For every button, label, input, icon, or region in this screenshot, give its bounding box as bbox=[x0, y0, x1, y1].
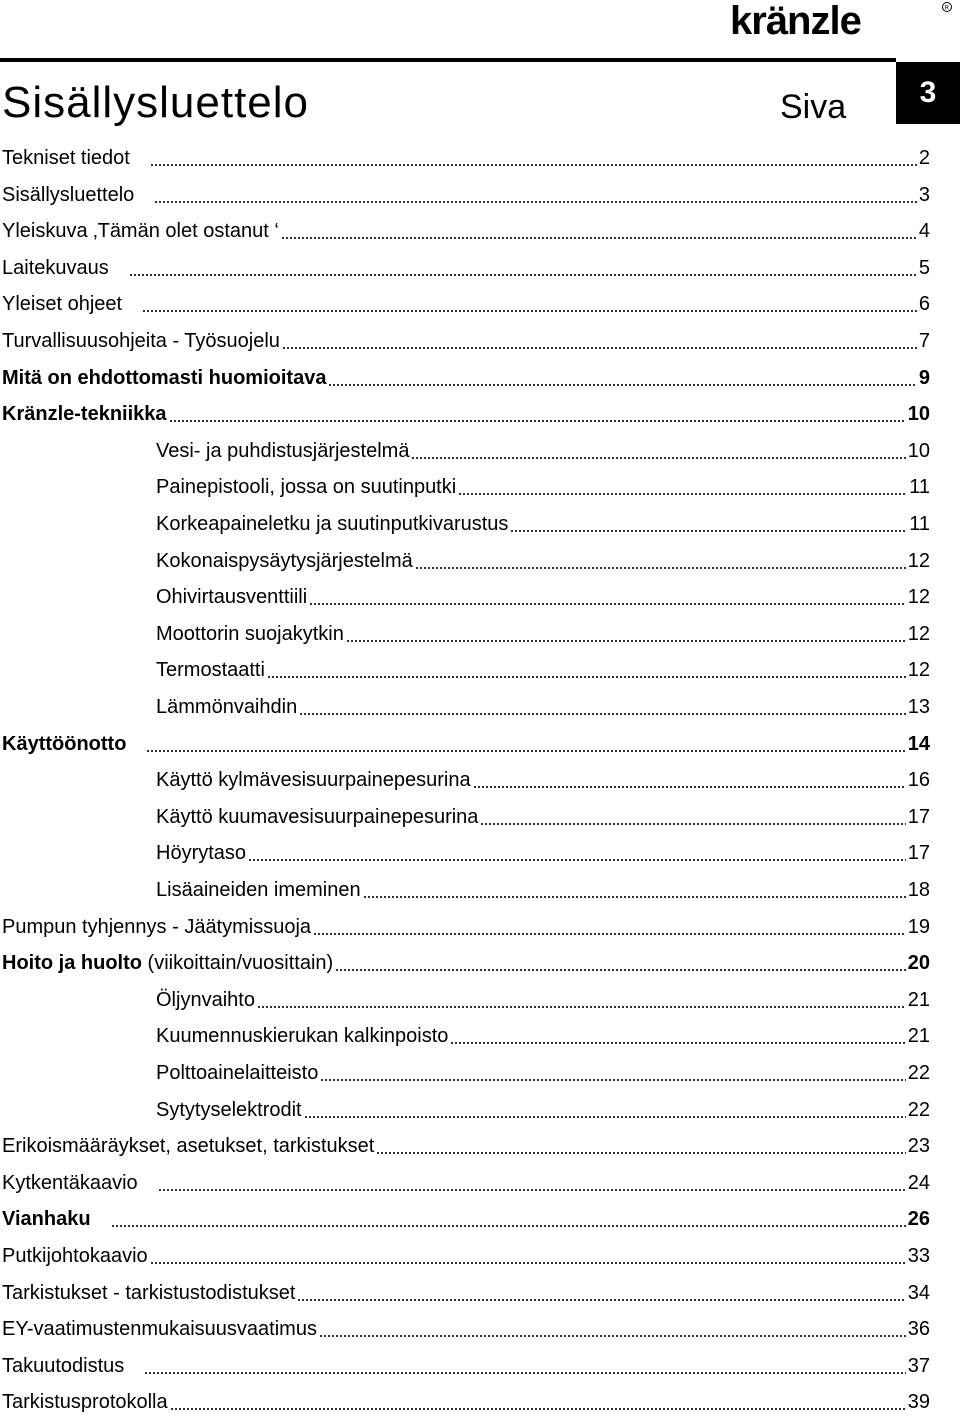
toc-entry[interactable] bbox=[2, 1128, 930, 1164]
toc-entry-label bbox=[2, 368, 326, 388]
toc-entry-label bbox=[156, 1100, 302, 1120]
kranzle-logo-graphic bbox=[728, 0, 954, 42]
toc-entry-title: Sisällysluettelo bbox=[2, 183, 135, 206]
toc-entry-page: 2 bbox=[918, 147, 930, 169]
toc-entry-page: 12 bbox=[907, 586, 930, 609]
toc-entry-label bbox=[2, 148, 130, 168]
toc-leader-dots bbox=[363, 896, 906, 898]
toc-entry-title: Kuumennuskierukan kalkinpoisto bbox=[156, 1025, 449, 1048]
toc-entry-page: 21 bbox=[907, 1025, 930, 1048]
toc-entry-page: 22 bbox=[907, 1098, 930, 1121]
toc-entry-page: 6 bbox=[918, 293, 930, 316]
toc-leader-dots bbox=[154, 201, 917, 203]
toc-leader-dots bbox=[282, 347, 917, 349]
toc-entry-title: Mitä on ehdottomasti huomioitava bbox=[2, 366, 327, 389]
toc-entry[interactable] bbox=[156, 469, 930, 505]
toc-entry[interactable] bbox=[2, 726, 930, 762]
toc-leader-dots bbox=[415, 567, 906, 569]
toc-entry[interactable] bbox=[2, 140, 930, 176]
toc-entry[interactable] bbox=[156, 616, 930, 652]
toc-entry-page: 17 bbox=[907, 805, 930, 828]
toc-entry-title: Takuutodistus bbox=[2, 1354, 125, 1377]
toc-entry-label bbox=[2, 1392, 168, 1412]
toc-entry-title: Painepistooli, jossa on suutinputki bbox=[156, 476, 457, 499]
toc-leader-dots bbox=[144, 1372, 905, 1374]
toc-entry[interactable] bbox=[2, 1384, 930, 1420]
toc-leader-dots bbox=[335, 969, 906, 971]
toc-entry-label bbox=[2, 1283, 295, 1303]
kranzle-logo bbox=[728, 0, 954, 42]
toc-leader-dots bbox=[313, 933, 906, 935]
toc-entry-page: 17 bbox=[907, 842, 930, 865]
toc-entry[interactable] bbox=[2, 1348, 930, 1384]
toc-entry-title: Tarkistukset - tarkistustodistukset bbox=[2, 1281, 296, 1304]
toc-leader-dots bbox=[297, 1299, 905, 1301]
toc-entry-page: 5 bbox=[918, 256, 930, 279]
toc-entry-page: 33 bbox=[907, 1245, 930, 1267]
toc-leader-dots bbox=[257, 1006, 906, 1008]
toc-entry-label bbox=[156, 990, 255, 1010]
toc-entry-title: Yleiset ohjeet bbox=[2, 293, 123, 316]
toc-entry-page: 22 bbox=[907, 1062, 930, 1084]
toc-entry[interactable] bbox=[156, 579, 930, 615]
toc-entry-page: 39 bbox=[907, 1391, 930, 1414]
toc-entry[interactable] bbox=[2, 1165, 930, 1201]
toc-entry-label bbox=[2, 185, 134, 205]
toc-entry-label bbox=[156, 1026, 448, 1046]
toc-entry-page: 10 bbox=[907, 439, 930, 462]
toc-leader-dots bbox=[281, 237, 917, 239]
toc-entry-label bbox=[2, 404, 167, 424]
toc-entry-page: 3 bbox=[918, 183, 930, 206]
toc-entry[interactable] bbox=[2, 396, 930, 432]
page-number-tab bbox=[896, 62, 960, 124]
toc-entry-page: 20 bbox=[907, 952, 930, 975]
toc-entry-title: Ohivirtausventtiili bbox=[156, 586, 308, 609]
header-rule bbox=[0, 58, 896, 62]
toc-entry-label bbox=[156, 514, 508, 534]
toc-entry-page: 18 bbox=[907, 879, 930, 901]
toc-entry-page: 7 bbox=[918, 330, 930, 352]
toc-entry-label bbox=[2, 331, 280, 351]
toc-entry-title: Tekniset tiedot bbox=[2, 147, 130, 169]
toc-entry[interactable] bbox=[2, 1275, 930, 1311]
toc-entry-label bbox=[2, 1246, 148, 1266]
toc-entry-title: Polttoainelaitteisto bbox=[156, 1062, 319, 1084]
toc-entry-label bbox=[2, 1209, 91, 1229]
toc-leader-dots bbox=[458, 493, 907, 495]
toc-entry-page: 10 bbox=[907, 403, 930, 426]
brand-wordmark: kränzle bbox=[730, 0, 861, 42]
toc-leader-dots bbox=[150, 164, 917, 166]
toc-entry-label bbox=[156, 660, 265, 680]
toc-entry-label bbox=[2, 221, 279, 241]
toc-entry-label bbox=[156, 697, 297, 717]
toc-entry-page: 12 bbox=[907, 659, 930, 682]
toc-leader-dots bbox=[319, 1335, 906, 1337]
toc-entry-label bbox=[156, 441, 409, 461]
toc-entry[interactable] bbox=[156, 689, 930, 725]
toc-entry-page: 34 bbox=[907, 1281, 930, 1304]
toc-entry[interactable] bbox=[156, 1092, 930, 1128]
toc-entry-label bbox=[156, 587, 307, 607]
toc-leader-dots bbox=[411, 457, 905, 459]
toc-entry-subtitle: (viikoittain/vuosittain) bbox=[141, 952, 334, 975]
toc-entry-label bbox=[156, 770, 471, 790]
toc-leader-dots bbox=[376, 1152, 905, 1154]
toc-entry-page: 14 bbox=[907, 732, 930, 755]
toc-entry-label bbox=[2, 1356, 124, 1376]
toc-entry[interactable] bbox=[156, 652, 930, 688]
toc-entry-title: Lämmönvaihdin bbox=[156, 696, 298, 718]
toc-entry-label bbox=[2, 1319, 317, 1339]
registered-mark-glyph: R bbox=[944, 5, 949, 12]
toc-entry-title: Höyrytaso bbox=[156, 842, 247, 865]
toc-entry-page: 13 bbox=[907, 696, 930, 718]
toc-entry-label bbox=[156, 477, 456, 497]
toc-leader-dots bbox=[510, 530, 907, 532]
toc-leader-dots bbox=[304, 1116, 906, 1118]
toc-entry[interactable] bbox=[2, 945, 930, 981]
toc-entry-label bbox=[2, 917, 311, 937]
toc-entry-title: Kokonaispysäytysjärjestelmä bbox=[156, 549, 413, 572]
toc-entry[interactable] bbox=[2, 213, 930, 249]
toc-entry-title: Turvallisuusohjeita - Työsuojelu bbox=[2, 330, 280, 352]
toc-entry-page: 11 bbox=[909, 513, 930, 535]
toc-entry-title: Laitekuvaus bbox=[2, 256, 109, 279]
page-number: 3 bbox=[919, 76, 937, 109]
page-column-label: Siva bbox=[780, 88, 847, 126]
toc-entry-title: Hoito ja huolto bbox=[2, 952, 142, 975]
page-title: Sisällysluettelo bbox=[2, 78, 310, 127]
toc-entry[interactable] bbox=[156, 433, 930, 469]
toc-leader-dots bbox=[299, 713, 906, 715]
toc-entry-label bbox=[156, 624, 344, 644]
toc-entry-page: 19 bbox=[907, 915, 930, 938]
toc-entry-title: Käyttö kylmävesisuurpainepesurina bbox=[156, 769, 471, 792]
toc-entry[interactable] bbox=[2, 909, 930, 945]
toc-entry[interactable] bbox=[2, 1311, 930, 1347]
toc-leader-dots bbox=[320, 1079, 905, 1081]
toc-entry-title: Termostaatti bbox=[156, 659, 265, 682]
toc-entry-label bbox=[2, 734, 126, 754]
toc-entry-page: 9 bbox=[918, 366, 930, 389]
toc-leader-dots bbox=[158, 1189, 906, 1191]
toc-entry-title: Vesi- ja puhdistusjärjestelmä bbox=[156, 439, 410, 462]
toc-entry-page: 26 bbox=[907, 1208, 930, 1231]
toc-leader-dots bbox=[129, 274, 917, 276]
toc-entry-page: 11 bbox=[909, 476, 930, 499]
toc-entry-title: Vianhaku bbox=[2, 1208, 91, 1231]
toc-entry[interactable] bbox=[156, 799, 930, 835]
toc-entry-page: 24 bbox=[907, 1171, 930, 1194]
toc-leader-dots bbox=[480, 823, 905, 825]
toc-entry[interactable] bbox=[156, 1055, 930, 1091]
toc-entry[interactable] bbox=[2, 360, 930, 396]
toc-leader-dots bbox=[248, 859, 906, 861]
toc-entry-page: 16 bbox=[907, 769, 930, 792]
toc-entry[interactable] bbox=[156, 506, 930, 542]
toc-entry-label bbox=[2, 1136, 374, 1156]
toc-leader-dots bbox=[346, 640, 906, 642]
toc-entry-label bbox=[156, 551, 413, 571]
toc-entry-page: 36 bbox=[907, 1318, 930, 1341]
toc-entry-title: Tarkistusprotokolla bbox=[2, 1391, 168, 1414]
toc-entry-label bbox=[2, 1173, 138, 1193]
toc-leader-dots bbox=[150, 1262, 906, 1264]
toc-entry-title: Yleiskuva ‚Tämän olet ostanut ‘ bbox=[2, 220, 279, 243]
toc-entry-title: Käyttöönotto bbox=[2, 732, 127, 755]
toc-leader-dots bbox=[142, 310, 917, 312]
toc-leader-dots bbox=[473, 786, 906, 788]
toc-entry[interactable] bbox=[2, 177, 930, 213]
toc-entry-page: 23 bbox=[907, 1135, 930, 1158]
toc-entry-title: Sytytyselektrodit bbox=[156, 1098, 302, 1121]
toc-leader-dots bbox=[146, 750, 905, 752]
toc-leader-dots bbox=[170, 1408, 906, 1410]
toc-entry-title: Kytkentäkaavio bbox=[2, 1171, 138, 1194]
toc-entry[interactable] bbox=[156, 1018, 930, 1054]
toc-entry[interactable] bbox=[156, 872, 930, 908]
toc-entry-title: Käyttö kuumavesisuurpainepesurina bbox=[156, 805, 479, 828]
toc-entry-title: Erikoismääräykset, asetukset, tarkistukset bbox=[2, 1135, 375, 1158]
toc-leader-dots bbox=[267, 676, 906, 678]
toc-entry-page: 37 bbox=[907, 1354, 930, 1377]
toc-entry-label bbox=[2, 953, 333, 973]
toc-entry-label bbox=[156, 843, 246, 863]
toc-entry-page: 12 bbox=[907, 622, 930, 645]
toc-leader-dots bbox=[111, 1225, 906, 1227]
toc-entry-page: 4 bbox=[918, 220, 930, 243]
toc-entry-title: Moottorin suojakytkin bbox=[156, 622, 344, 645]
toc-entry-title: Kränzle-tekniikka bbox=[2, 403, 167, 426]
toc-entry-label bbox=[156, 807, 478, 827]
toc-entry-title: Öljynvaihto bbox=[156, 988, 255, 1011]
toc-leader-dots bbox=[450, 1042, 905, 1044]
toc-entry-label bbox=[156, 880, 361, 900]
toc-entry[interactable] bbox=[156, 543, 930, 579]
toc-entry-title: Lisäaineiden imeminen bbox=[156, 879, 361, 901]
toc-entry-title: Korkeapaineletku ja suutinputkivarustus bbox=[156, 513, 509, 535]
toc-entry-label bbox=[156, 1063, 318, 1083]
toc-entry[interactable] bbox=[2, 1238, 930, 1274]
toc-entry[interactable] bbox=[2, 286, 930, 322]
toc-entry[interactable] bbox=[2, 1201, 930, 1237]
toc-entry[interactable] bbox=[2, 323, 930, 359]
toc-leader-dots bbox=[309, 603, 906, 605]
toc-entry-title: Putkijohtokaavio bbox=[2, 1245, 148, 1267]
toc-entry-title: EY-vaatimustenmukaisuusvaatimus bbox=[2, 1318, 317, 1341]
toc-entry-page: 12 bbox=[907, 549, 930, 572]
toc-leader-dots bbox=[328, 384, 916, 386]
toc-entry[interactable] bbox=[156, 982, 930, 1018]
toc-entry[interactable] bbox=[156, 762, 930, 798]
toc-entry-page: 21 bbox=[907, 988, 930, 1011]
toc-entry-label bbox=[2, 258, 109, 278]
toc-entry[interactable] bbox=[2, 250, 930, 286]
toc-entry[interactable] bbox=[156, 835, 930, 871]
toc-entry-label bbox=[2, 294, 122, 314]
toc-entry-title: Pumpun tyhjennys - Jäätymissuoja bbox=[2, 915, 312, 938]
toc-leader-dots bbox=[169, 420, 906, 422]
